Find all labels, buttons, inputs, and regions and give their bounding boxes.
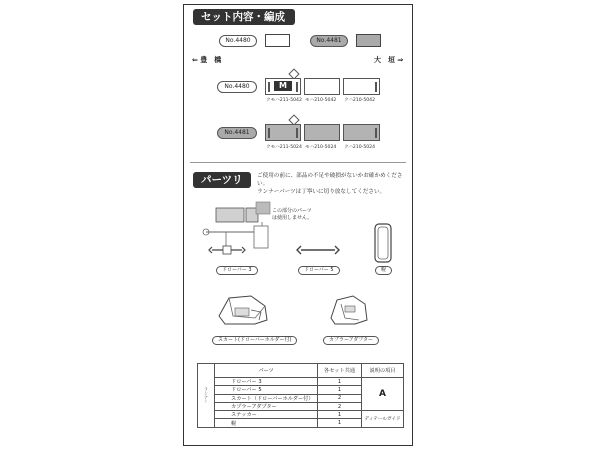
parts-note-line: ランナーパーツは丁寧いに切り放なしてください。 <box>257 189 386 195</box>
motor-car-badge: M <box>274 81 292 91</box>
car-end-window <box>375 82 377 92</box>
parts-table <box>197 363 404 428</box>
label-drawbar-5: ドローバー 5 <box>298 266 340 275</box>
table-cell-expl-detail: ディテールガイド <box>362 411 404 428</box>
unused-parts-line: この部分のパーツ <box>272 208 312 214</box>
section-divider <box>190 162 406 163</box>
table-cell-part: カプラーアダプター <box>215 402 318 410</box>
table-header-expl: 説明の項目 <box>362 364 404 378</box>
label-drawbar-3: ドローバー 3 <box>216 266 258 275</box>
table-cell-part: スカート（ドローバーホルダー付） <box>215 394 318 402</box>
unused-parts-line: は使用しません。 <box>272 215 313 221</box>
section-header-parts-list: パーツリスト <box>193 172 251 188</box>
coupler-adapter-illustration <box>325 290 375 330</box>
car-end-window <box>296 82 298 92</box>
table-side-header: ランナー <box>198 364 215 428</box>
unused-parts-note <box>272 208 312 222</box>
table-cell-expl-a: A <box>362 378 404 411</box>
parts-note <box>257 172 407 196</box>
legend-swatch-white <box>265 34 290 47</box>
formation-no-4480: No.4480 <box>217 81 257 93</box>
car-end-window <box>296 128 298 138</box>
table-cell-part: ドローバー 5 <box>215 386 318 394</box>
car-kumoha-5024 <box>265 124 301 141</box>
car-moha-5024 <box>304 124 340 141</box>
frame-hood-illustration <box>373 222 395 266</box>
table-cell-qty: 1 <box>318 419 362 427</box>
formation-no-4481: No.4481 <box>217 127 257 139</box>
car-label: クハ210-5042 <box>344 98 376 103</box>
table-row <box>198 378 404 386</box>
skirt-illustration <box>215 290 275 330</box>
label-skirt: スカート(ドローバーホルダー付) <box>212 336 297 345</box>
car-label: モハ210-5042 <box>305 98 337 103</box>
car-end-window <box>268 128 270 138</box>
drawbar-5-illustration <box>295 243 341 257</box>
car-kuha-5042 <box>343 78 380 95</box>
car-label: クモハ211-5042 <box>266 98 302 103</box>
table-header-row <box>198 364 404 378</box>
car-kuha-5024 <box>343 124 380 141</box>
table-cell-part: 幌 <box>215 419 318 427</box>
table-cell-qty: 1 <box>318 386 362 394</box>
table-cell-part: ドローバー 3 <box>215 378 318 386</box>
label-coupler-adapter: カプラーアダプター <box>323 336 379 345</box>
table-cell-part: ステッカー <box>215 411 318 419</box>
car-end-window <box>375 128 377 138</box>
legend-swatch-gray <box>356 34 381 47</box>
section-header-set-contents: セット内容・編成例 <box>193 9 295 25</box>
table-header-parts: パーツ <box>215 364 318 378</box>
direction-right-ogaki: 大 垣 ⇒ <box>374 56 404 64</box>
label-frame: 幌 <box>375 266 392 275</box>
car-end-window <box>268 82 270 92</box>
table-cell-qty: 1 <box>318 411 362 419</box>
legend-no-4481: No.4481 <box>310 35 348 47</box>
car-label: クハ210-5024 <box>344 145 376 150</box>
table-cell-qty: 1 <box>318 378 362 386</box>
parts-note-line: ご使用の前に、部品の不足や破損がないかお確かめください。 <box>257 173 403 187</box>
table-cell-qty: 2 <box>318 402 362 410</box>
direction-left-toyohashi: ⇐ 豊 橋 <box>192 56 222 64</box>
table-cell-qty: 2 <box>318 394 362 402</box>
car-label: クモハ211-5024 <box>266 145 302 150</box>
car-label: モハ210-5024 <box>305 145 337 150</box>
table-header-qty: 各セット共通 <box>318 364 362 378</box>
legend-no-4480: No.4480 <box>219 35 257 47</box>
table-row <box>198 411 404 419</box>
car-moha-5042 <box>304 78 340 95</box>
